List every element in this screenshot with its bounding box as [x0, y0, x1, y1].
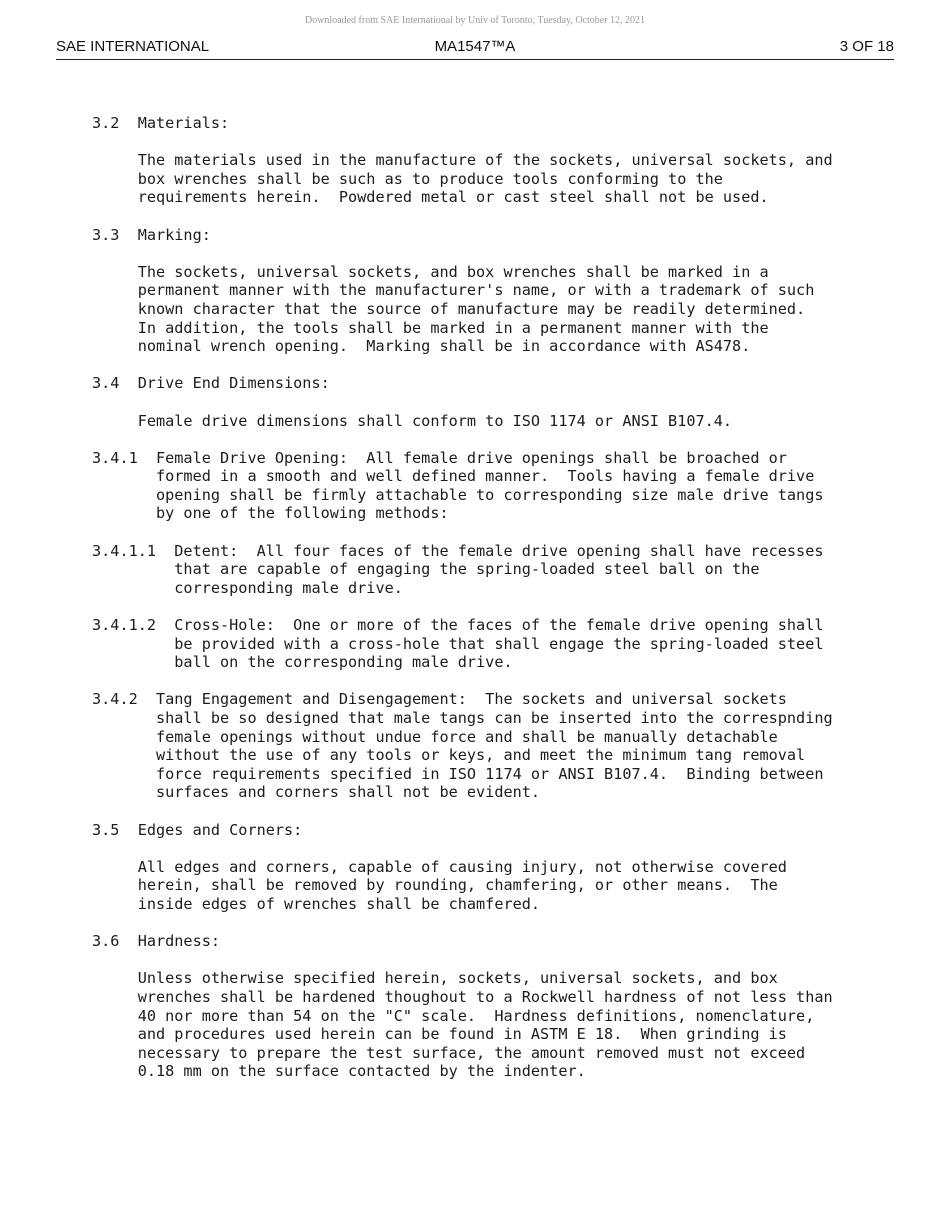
body-text-line: corresponding male drive.: [92, 578, 403, 597]
paragraph-gap: [92, 244, 872, 263]
paragraph-gap: [92, 597, 872, 616]
paragraph-gap: [92, 133, 872, 152]
body-text-line: force requirements specified in ISO 1174 or ANSI B107.4. Binding between: [92, 764, 824, 783]
section-heading-line: 3.4.2 Tang Engagement and Disengagement: The sockets and universal sockets: [92, 690, 787, 709]
body-text-line: by one of the following methods:: [92, 504, 449, 523]
section-heading-line: 3.4.1.1 Detent: All four faces of the female drive opening shall have recesses: [92, 541, 824, 560]
body-text-line: opening shall be firmly attachable to corresponding size male drive tangs: [92, 485, 824, 504]
paragraph-gap: [92, 672, 872, 691]
document-body: [92, 114, 872, 1081]
paragraph-gap: [92, 802, 872, 821]
paragraph-gap: [92, 523, 872, 542]
paragraph-gap: [92, 356, 872, 375]
paragraph-gap: [92, 914, 872, 933]
paragraph-gap: [92, 207, 872, 226]
body-text-line: The sockets, universal sockets, and box wrenches shall be marked in a: [92, 262, 769, 281]
section-heading-line: 3.4 Drive End Dimensions:: [92, 374, 330, 393]
body-text-line: requirements herein. Powdered metal or cast steel shall not be used.: [92, 188, 769, 207]
body-text-line: The materials used in the manufacture of the sockets, universal sockets, and: [92, 151, 833, 170]
body-text-line: known character that the source of manufacture may be readily determined.: [92, 299, 806, 318]
body-text-line: shall be so designed that male tangs can be inserted into the correspnding: [92, 709, 833, 727]
page-header: [56, 38, 894, 58]
body-text-line: without the use of any tools or keys, and meet the minimum tang removal: [92, 746, 806, 765]
body-text-line: permanent manner with the manufacturer's name, or with a trademark of such: [92, 281, 815, 300]
body-text-line: formed in a smooth and well defined manner. Tools having a female drive: [92, 467, 815, 486]
body-text-line: female openings without undue force and shall be manually detachable: [92, 727, 778, 746]
paragraph-gap: [92, 951, 872, 970]
download-watermark: Downloaded from SAE International by Univ of Toronto, Tuesday, October 12, 2021: [304, 15, 646, 26]
body-text-line: herein, shall be removed by rounding, chamfering, or other means. The: [92, 876, 778, 895]
body-text-line: ball on the corresponding male drive.: [92, 653, 513, 672]
body-text-line: All edges and corners, capable of causing injury, not otherwise covered: [92, 857, 787, 876]
section-heading-line: 3.4.1 Female Drive Opening: All female drive openings shall be broached or: [92, 448, 787, 467]
body-text-line: Unless otherwise specified herein, sockets, universal sockets, and box: [92, 969, 778, 988]
body-text-line: wrenches shall be hardened thoughout to a Rockwell hardness of not less than: [92, 987, 833, 1006]
section-heading-line: 3.2 Materials:: [92, 114, 230, 132]
document-id: MA1547™A: [434, 38, 516, 55]
body-text-line: surfaces and corners shall not be evident.: [92, 783, 541, 802]
body-text-line: box wrenches shall be such as to produce tools conforming to the: [92, 169, 723, 188]
page-number: 3 OF 18: [839, 38, 894, 55]
body-text-line: 40 nor more than 54 on the "C" scale. Hardness definitions, nomenclature,: [92, 1006, 815, 1025]
body-text-line: 0.18 mm on the surface contacted by the indenter.: [92, 1062, 586, 1081]
header-divider: [56, 59, 894, 60]
paragraph-gap: [92, 393, 872, 412]
body-text-line: that are capable of engaging the spring-loaded steel ball on the: [92, 560, 760, 579]
section-heading-line: 3.4.1.2 Cross-Hole: One or more of the faces of the female drive opening shall: [92, 616, 824, 635]
section-heading-line: 3.5 Edges and Corners:: [92, 820, 303, 839]
publisher-name: SAE INTERNATIONAL: [56, 38, 210, 55]
body-text-line: inside edges of wrenches shall be chamfered.: [92, 894, 541, 913]
body-text-line: Female drive dimensions shall conform to ISO 1174 or ANSI B107.4.: [92, 411, 733, 430]
body-text-line: necessary to prepare the test surface, the amount removed must not exceed: [92, 1043, 806, 1062]
section-heading-line: 3.6 Hardness:: [92, 932, 221, 951]
body-text-line: be provided with a cross-hole that shall engage the spring-loaded steel: [92, 634, 824, 653]
paragraph-gap: [92, 839, 872, 858]
body-text-line: and procedures used herein can be found in ASTM E 18. When grinding is: [92, 1025, 787, 1044]
body-text-line: nominal wrench opening. Marking shall be in accordance with AS478.: [92, 337, 751, 356]
paragraph-gap: [92, 430, 872, 449]
body-text-line: In addition, the tools shall be marked in a permanent manner with the: [92, 318, 769, 337]
section-heading-line: 3.3 Marking:: [92, 225, 211, 244]
